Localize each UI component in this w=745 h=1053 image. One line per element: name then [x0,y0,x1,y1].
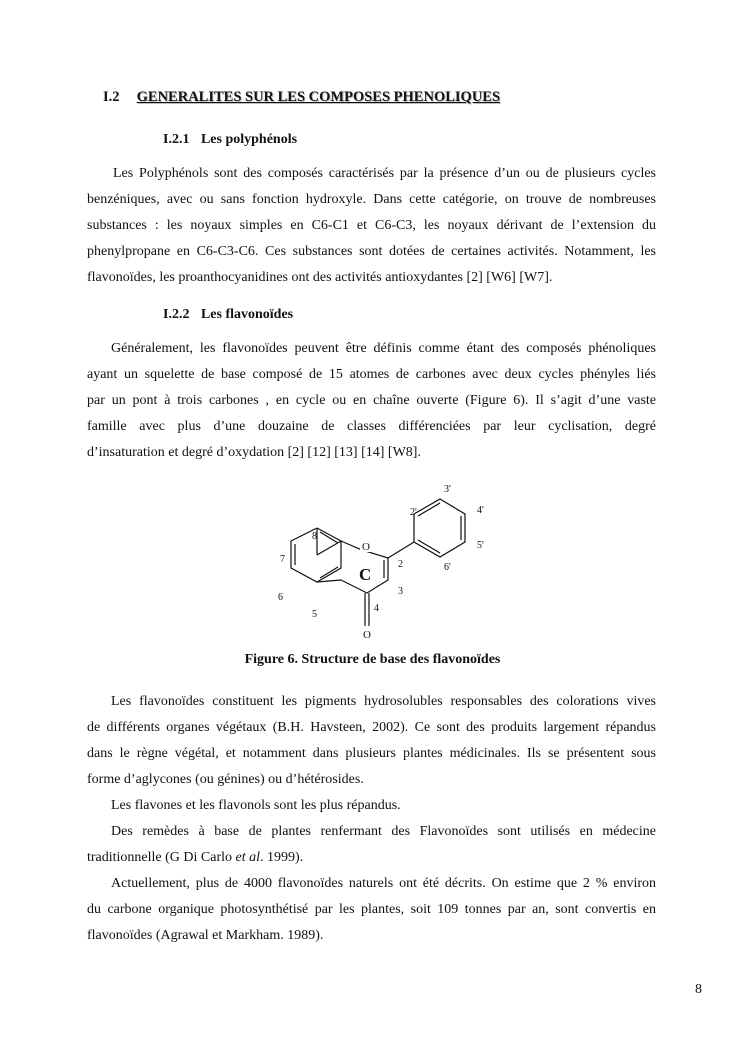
subsection-title: Les flavonoïdes [200,307,294,322]
text-line: substances : les noyaux simples en C6-C1 et C6-C3, les noyaux dérivant de l’extension du [87,218,656,233]
figure-caption: Figure 6. Structure de base des flavonoïdes [244,652,501,667]
text-line: Actuellement, plus de 4000 flavonoïdes naturels ont été décrits. On estime que 2 % environ [111,876,656,891]
position-2-prime: 2' [410,507,417,518]
ring-c-label: C [359,565,372,584]
position-2: 2 [398,559,403,570]
position-4-prime: 4' [477,505,484,516]
position-3-prime: 3' [444,484,451,495]
position-3: 3 [398,586,403,597]
text-line: Les flavonoïdes constituent les pigments hydrosolubles responsables des colorations vives [111,694,656,709]
position-6-prime: 6' [444,562,451,573]
text-line: dans le règne végétal, et notamment dans plusieurs plantes médicinales. Ils se présentent sous [87,746,656,761]
text-line: Des remèdes à base de plantes renfermant des Flavonoïdes sont utilisés en médecine [111,824,656,839]
text-line: de différents organes végétaux (B.H. Havsteen, 2002). Ce sont des produits largement répandus [87,720,656,735]
text-line: ayant un squelette de base composé de 15 atomes de carbones avec deux cycles phényles liés [87,367,656,382]
position-5: 5 [312,609,317,620]
paragraph-polyphenols [87,161,656,291]
subsection-number: I.2.1 [163,132,190,147]
subsection-number: I.2.2 [163,307,190,322]
section-number: I.2 [103,89,120,105]
text-line: famille avec plus d’une douzaine de classes différenciées par leur cyclisation, degré [87,419,656,434]
page-number: 8 [695,982,702,997]
section-heading [103,89,500,106]
carbonyl-oxygen-label: O [363,629,371,641]
oxygen-label: O [362,541,370,553]
text-line: du carbone organique photosynthétisé par les plantes, soit 109 tonnes par an, sont convertis en [87,902,656,917]
text-line: d’insaturation et degré d’oxydation [2] [12] [13] [14] [W8]. [87,445,421,460]
flavonoid-structure-diagram [250,478,500,643]
text-line: forme d’aglycones (ou génines) ou d’hétérosides. [87,772,364,787]
text-line: benzéniques, avec ou sans fonction hydroxyle. Dans cette catégorie, on trouve de nombreuses [87,192,656,207]
citation-year: . 1999). [260,850,304,865]
position-7: 7 [280,554,285,565]
text-line: Les flavones et les flavonols sont les plus répandus. [111,798,401,813]
subsection-heading-flavonoids [163,307,293,323]
citation-text: traditionnelle (G Di Carlo [87,850,236,865]
subsection-heading-polyphenols [163,132,297,148]
text-line: par un pont à trois carbones , en cycle ou en chaîne ouverte (Figure 6). Il s’agit d’une vaste [87,393,656,408]
citation-italic: et al [235,850,261,865]
ring-b [414,499,465,557]
text-line: phenylpropane en C6-C3-C6. Ces substances sont dotées de certaines activités. Notamment, les [87,244,656,259]
subsection-title: Les polyphénols [200,132,298,147]
text-line-citation [87,845,656,871]
position-5-prime: 5' [477,540,484,551]
text-line: Les Polyphénols sont des composés caractérisés par la présence d’un ou de plusieurs cycles [113,166,656,181]
text-line: flavonoïdes, les proanthocyanidines ont des activités antioxydantes [2] [W6] [W7]. [87,270,553,285]
section-title: GENERALITES SUR LES COMPOSES PHENOLIQUES [136,89,501,105]
text-line: flavonoïdes (Agrawal et Markham. 1989). [87,928,324,943]
position-4: 4 [374,603,379,614]
position-6: 6 [278,592,283,603]
position-8: 8 [312,531,317,542]
paragraph-flavonoid-details [87,689,656,949]
text-line: Généralement, les flavonoïdes peuvent être définis comme étant des composés phénoliques [111,341,656,356]
paragraph-flavonoids [87,336,656,466]
